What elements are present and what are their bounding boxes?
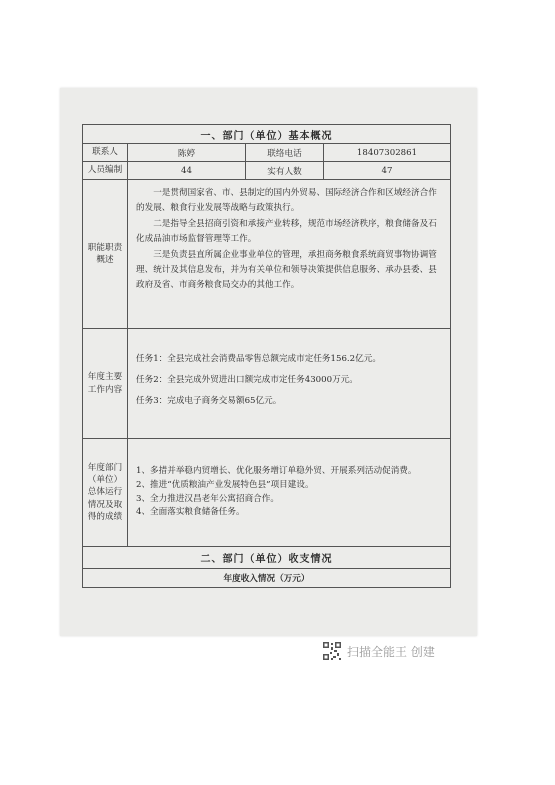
achievement-item: 3、全力推进汉昌老年公寓招商合作。	[136, 493, 279, 504]
duties-row	[83, 180, 450, 329]
duty-paragraph: 三是负责县直所属企业事业单位的管理，承担商务粮食系统商贸事物协调管理、统计及其信息发布，并为有关单位和领导决策提供信息服务、承办县委、县政府及省、市商务粮食局交办的其他工作。	[136, 250, 437, 291]
duties-label: 职能职责概述	[83, 180, 128, 328]
watermark-text: 扫描全能王 创建	[347, 644, 435, 659]
contact-row	[83, 144, 450, 162]
achievement-item: 1、多措并举稳内贸增长、优化服务增订单稳外贸、开展系列活动促消费。	[136, 466, 417, 476]
quota-value: 44	[128, 162, 246, 179]
section1-header-row	[83, 125, 450, 144]
staff-row	[83, 162, 450, 180]
tasks-content	[128, 329, 450, 438]
phone-value: 18407302861	[356, 147, 418, 158]
phone-label: 联络电话	[246, 144, 324, 161]
task-item: 任务1：全县完成社会消费品零售总额完成市定任务156.2亿元。	[136, 353, 381, 364]
achievement-item: 4、全面落实粮食储备任务。	[136, 507, 245, 518]
actual-value: 47	[381, 165, 393, 176]
achievements-content	[128, 439, 450, 546]
achievements-label: 年度部门（单位）总体运行情况及取得的成绩	[83, 439, 128, 546]
document-page	[60, 88, 477, 636]
quota-label: 人员编制	[83, 162, 128, 179]
task-item: 任务2：全县完成外贸进出口额完成市定任务43000万元。	[136, 374, 358, 385]
tasks-row	[83, 329, 450, 439]
section1-title: 一、部门（单位）基本概况	[200, 130, 333, 142]
duties-content	[128, 180, 450, 328]
task-item: 任务3：完成电子商务交易额65亿元。	[136, 396, 282, 407]
actual-label: 实有人数	[246, 162, 324, 179]
income-subtitle: 年度收入情况（万元）	[223, 574, 310, 584]
income-subtitle-row	[83, 569, 450, 587]
tasks-label: 年度主要工作内容	[83, 329, 128, 438]
info-table	[82, 124, 451, 588]
scanner-watermark	[322, 640, 435, 662]
section2-title: 二、部门（单位）收支情况	[200, 554, 333, 565]
contact-label: 联系人	[83, 144, 128, 161]
section2-header-row	[83, 547, 450, 569]
duty-paragraph: 二是指导全县招商引资和承接产业转移，规范市场经济秩序，粮食储备及石化成品油市场监督管理等工作。	[136, 219, 437, 245]
contact-name: 陈婷	[128, 144, 246, 161]
achievement-item: 2、推进“优质粮油产业发展特色县”项目建设。	[136, 479, 314, 490]
qr-code-icon	[322, 641, 342, 661]
achievements-row	[83, 439, 450, 547]
duty-paragraph: 一是贯彻国家省、市、县制定的国内外贸易、国际经济合作和区域经济合作的发展、粮食行业发展等战略与政策执行。	[136, 188, 437, 214]
